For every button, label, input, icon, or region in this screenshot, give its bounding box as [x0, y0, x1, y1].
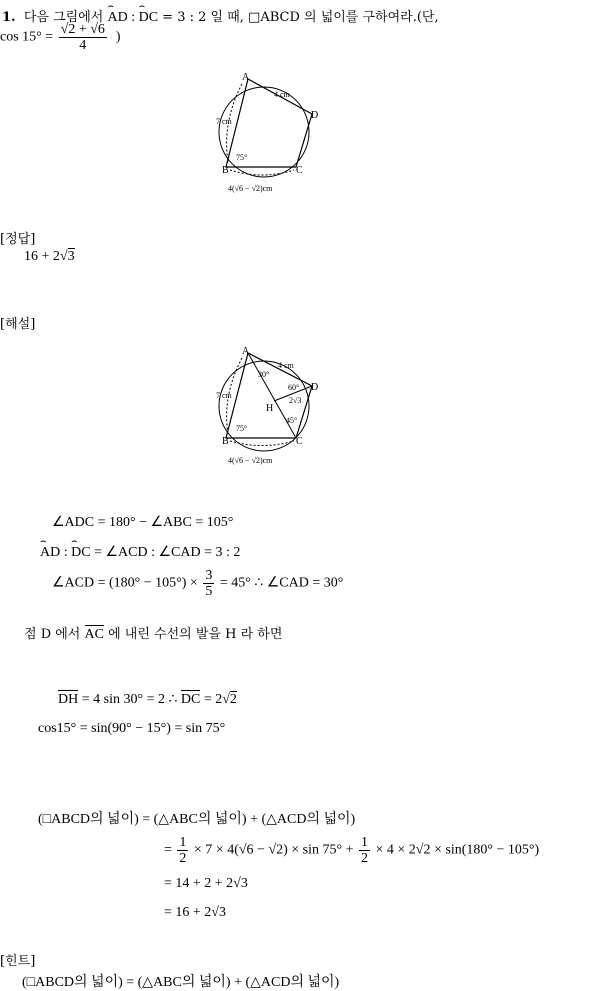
half-den-2: 2 [361, 851, 369, 866]
answer-radicand: 3 [67, 249, 75, 264]
arc-ad: ⌢ AD [107, 10, 127, 26]
area-line-1: (□ABCD의 넓이) = (△ABC의 넓이) + (△ACD의 넓이) [38, 812, 356, 827]
side-bc-label: 4(√6 − √2)cm [228, 456, 273, 465]
half-num-1: 1 [179, 835, 187, 850]
area-l2-eq: = [164, 842, 176, 858]
cos-numerator: √2 + √6 [60, 22, 105, 37]
arc-dc: ⌢ DC [139, 10, 158, 26]
figure-1 [212, 72, 322, 200]
cos-lhs: cos 15° = [0, 29, 54, 45]
eq3-numerator: 3 [205, 568, 213, 583]
area-l2-first: × 7 × 4(√6 − √2) × sin 75° + [193, 842, 354, 858]
eq4-mid: = 4 sin 30° = 2 ∴ [78, 692, 178, 707]
problem-ratio-text: = 3 : 2 일 때, □ABCD 의 넓이를 구하여라.(단, [158, 10, 439, 25]
label-c: C [296, 165, 303, 176]
label-d: D [311, 110, 319, 121]
hint-header: [힌트] [0, 954, 36, 969]
area-line-4: = 16 + 2√3 [164, 905, 226, 920]
label-a: A [242, 72, 250, 83]
eq-arc-ad: ⌢ AD [40, 545, 60, 561]
equation-arc-ratio: ⌢ AD : ⌢ DC = ∠ACD : ∠CAD = 3 : 2 [40, 544, 240, 561]
arc-sep: : [127, 10, 139, 25]
problem-number: 1. [2, 10, 16, 25]
side-dh-label: 2√3 [289, 396, 302, 405]
foot-segment: AC [84, 627, 104, 642]
dashed-arc-bc [230, 441, 294, 446]
angle-c-label: 45° [286, 416, 298, 425]
foot-post: 에 내린 수선의 발을 H 라 하면 [108, 627, 283, 642]
solution-header: [해설] [0, 317, 36, 332]
equation-adc: ∠ADC = 180° − ∠ABC = 105° [52, 515, 234, 530]
eq4-end-pre: = 2 [200, 692, 223, 707]
eq4-radicand: 2 [229, 692, 237, 707]
side-ad-label: 4 cm [278, 361, 294, 370]
eq3-rhs: = 45° ∴ ∠CAD = 30° [219, 575, 344, 591]
half-den-1: 2 [179, 851, 187, 866]
area-line-3: = 14 + 2 + 2√3 [164, 876, 248, 891]
half-fraction-1 [177, 835, 188, 866]
cos-fraction [59, 22, 107, 53]
side-ad-label: 4 cm [274, 90, 290, 99]
area-l2-second: × 4 × 2√2 × sin(180° − 105°) [375, 842, 540, 858]
label-h: H [266, 403, 274, 414]
angle-b-label: 75° [236, 153, 248, 162]
area-line-2 [164, 835, 539, 866]
label-a: A [242, 346, 250, 357]
answer-value-pre: 16 + 2 [24, 249, 60, 264]
cos-denominator: 4 [79, 38, 87, 53]
side-bc-label: 4(√6 − √2)cm [228, 184, 273, 193]
foot-pre: 점 D 에서 [24, 627, 81, 642]
side-ab-label: 7 cm [216, 117, 232, 126]
figure-2 [212, 346, 322, 470]
problem-line-2 [0, 22, 121, 53]
answer-header: [정답] [0, 232, 36, 247]
eq4-seg-dc: DC [180, 692, 201, 707]
equation-cos15: cos15° = sin(90° − 15°) = sin 75° [38, 721, 226, 736]
side-ab-label: 7 cm [216, 391, 232, 400]
angle-a-label: 30° [258, 370, 270, 379]
problem-lead: 다음 그림에서 [23, 10, 104, 25]
eq-arc-rest: = ∠ACD : ∠CAD = 3 : 2 [90, 545, 241, 560]
half-fraction-2 [359, 835, 370, 866]
problem-close: ) [115, 29, 121, 45]
label-c: C [296, 436, 303, 447]
half-num-2: 1 [361, 835, 369, 850]
eq4-seg-dh: DH [58, 692, 79, 707]
equation-dh: DH = 4 sin 30° = 2 ∴ DC = 2√2 [58, 692, 237, 707]
eq-arc-dc: ⌢ DC [71, 545, 90, 561]
eq3-denominator: 5 [205, 584, 213, 599]
circumcircle [219, 87, 309, 177]
foot-of-perpendicular-text [24, 623, 282, 643]
angle-d-label: 60° [288, 383, 300, 392]
label-d: D [311, 382, 319, 393]
angle-b-label: 75° [236, 424, 248, 433]
eq3-lhs: ∠ACD = (180° − 105°) × [52, 575, 198, 591]
label-b: B [222, 436, 229, 447]
answer-value: 16 + 2√3 [24, 249, 75, 264]
label-b: B [222, 165, 229, 176]
eq3-fraction [203, 568, 214, 599]
hint-text: (□ABCD의 넓이) = (△ABC의 넓이) + (△ACD의 넓이) [22, 975, 340, 990]
equation-acd [52, 568, 343, 599]
